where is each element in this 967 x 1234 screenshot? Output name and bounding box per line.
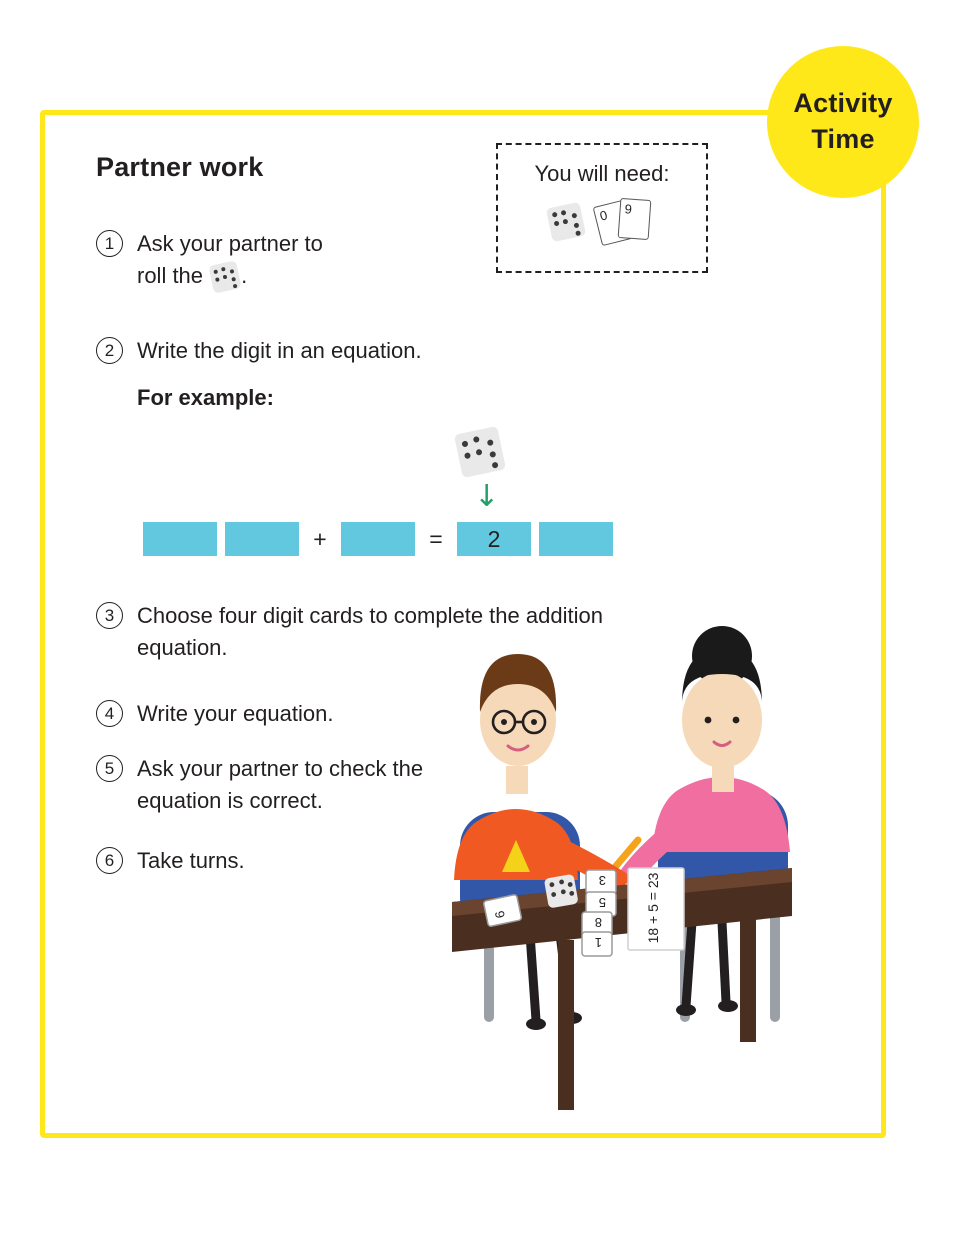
step-1-period: . xyxy=(241,262,248,288)
step-6-text: Take turns. xyxy=(137,848,245,873)
example-dice-icon xyxy=(454,426,506,478)
step-1 xyxy=(96,228,516,292)
page-title: Partner work xyxy=(96,152,264,182)
svg-text:6: 6 xyxy=(491,909,508,920)
you-will-need-label: You will need: xyxy=(534,161,670,186)
equation-box-answer: 2 xyxy=(457,522,531,556)
badge-line-2: Time xyxy=(811,124,875,154)
for-example-label: For example: xyxy=(137,385,274,410)
you-will-need-box xyxy=(496,143,708,273)
step-1-number: 1 xyxy=(96,230,123,257)
svg-text:1: 1 xyxy=(594,935,602,950)
board-equation: 18 + 5 = 23 xyxy=(645,872,661,944)
down-arrow-icon: ↓ xyxy=(474,479,500,514)
step-4-text: Write your equation. xyxy=(137,701,334,726)
digit-card-9-value: 9 xyxy=(624,201,633,217)
plus-sign: + xyxy=(313,525,327,552)
equation-box-1 xyxy=(143,522,217,556)
step-4-number: 4 xyxy=(96,700,123,727)
dice-icon xyxy=(546,202,586,242)
illustration-children-at-table xyxy=(440,600,840,1110)
digit-cards-icon xyxy=(597,199,655,239)
digit-card-9 xyxy=(618,198,652,240)
step-3-text: Choose four digit cards to complete the addition equation. xyxy=(137,603,603,660)
step-2-text: Write the digit in an equation. xyxy=(137,338,422,363)
step-5-number: 5 xyxy=(96,755,123,782)
step-6 xyxy=(96,845,456,877)
example-equation xyxy=(143,522,613,556)
step-5-text: Ask your partner to check the equation is correct. xyxy=(137,756,424,813)
step-6-number: 6 xyxy=(96,847,123,874)
step-1-line-2: roll the xyxy=(137,262,204,288)
step-3-number: 3 xyxy=(96,602,123,629)
step-5 xyxy=(96,753,456,817)
digit-card-0-value: 0 xyxy=(598,207,609,224)
svg-text:5: 5 xyxy=(598,895,606,910)
badge-line-1: Activity xyxy=(793,88,893,119)
svg-text:3: 3 xyxy=(598,873,606,888)
svg-text:8: 8 xyxy=(594,915,602,930)
equation-box-3 xyxy=(341,522,415,556)
activity-time-badge xyxy=(767,46,919,198)
step-1-line-1: Ask your partner to xyxy=(137,231,323,256)
step-2-number: 2 xyxy=(96,337,123,364)
step-2 xyxy=(96,335,616,367)
dice-icon-step1 xyxy=(209,260,242,293)
equation-box-5 xyxy=(539,522,613,556)
you-will-need-items xyxy=(498,199,706,239)
step-1-text xyxy=(137,228,323,292)
equals-sign: = xyxy=(429,525,443,552)
equation-box-2 xyxy=(225,522,299,556)
